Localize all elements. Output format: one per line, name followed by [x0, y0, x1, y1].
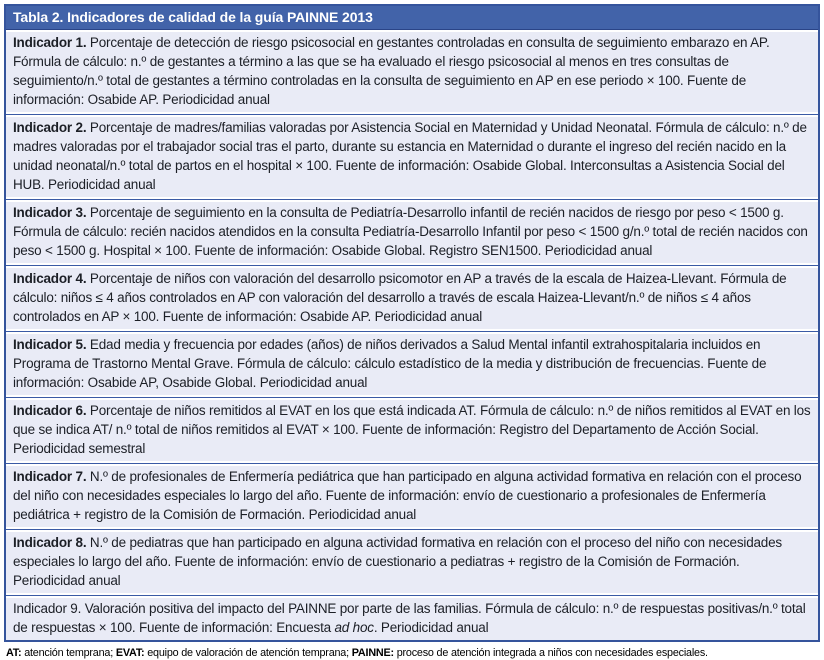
table-row-indicador-7: [6, 466, 818, 527]
row-divider: [6, 529, 818, 530]
row-divider: [6, 114, 818, 115]
row-text: Porcentaje de seguimiento en la consulta de Pediatría-Desarrollo infantil de recién nacidos de riesgo por peso < 1500 g. Fórmula de cálculo: recién nacidos atendidos en la consulta Pediatría-Desarrollo Infantil por peso < 1500 g/n.º total de recién nacidos con peso < 1500 g. Hospital × 100. Fuente de información: Osabide Global. Registro SEN1500. Periodicidad anual: [13, 205, 808, 258]
table-row-indicador-2: [6, 117, 818, 197]
row-divider: [6, 463, 818, 464]
row-divider: [6, 199, 818, 200]
row-text: . Periodicidad anual: [373, 620, 489, 635]
abbr-painne: PAINNE:: [351, 647, 394, 659]
abbr-painne-definition: proceso de atención integrada a niños con necesidades especiales.: [393, 647, 708, 659]
row-label: Indicador 7.: [13, 469, 87, 484]
table-row-indicador-1: [6, 32, 818, 112]
abbr-evat-definition: equipo de valoración de atención temprana;: [144, 647, 352, 659]
abbr-at: AT:: [6, 647, 22, 659]
table-row-indicador-4: [6, 268, 818, 329]
table-row-indicador-5: [6, 334, 818, 395]
row-text: Porcentaje de niños remitidos al EVAT en los que está indicada AT. Fórmula de cálculo: n.º de niños remitidos al EVAT en los que se indica AT/ n.º total de niños remitidos al EVAT × 100. Fuente de información: Registro del Departamento de Acción Social. Periodicidad semestral: [13, 403, 811, 456]
table-row-indicador-9: [6, 598, 818, 640]
row-divider: [6, 595, 818, 596]
row-text: N.º de profesionales de Enfermería pediátrica que han participado en alguna actividad formativa en relación con el proceso del niño con necesidades especiales lo largo del año. Fuente de información: envío de cuestionario a profesionales de Enfermería pediátrica + registro de la Comisión de Formación. Periodicidad anual: [13, 469, 802, 522]
row-text: Porcentaje de detección de riesgo psicosocial en gestantes controladas en consulta de seguimiento embarazo en AP. Fórmula de cálculo: n.º de gestantes a término a las que se ha evaluado el riesgo psicosocial al menos en tres consultas de seguimiento/n.º total de gestantes a término controladas en la consulta de seguimiento en AP en ese periodo × 100. Fuente de información: Osabide AP. Periodicidad anual: [13, 35, 770, 107]
row-text: Indicador 9. Valoración positiva del impacto del PAINNE por parte de las familias. Fórmula de cálculo: n.º de respuestas positivas/n.º total de respuestas × 100. Fuente de información: Encuesta: [13, 601, 806, 635]
row-label: Indicador 2.: [13, 120, 87, 135]
table-row-indicador-6: [6, 400, 818, 461]
row-text: Porcentaje de madres/familias valoradas por Asistencia Social en Maternidad y Unidad Neonatal. Fórmula de cálculo: n.º de madres valoradas por el trabajador social tras el parto, durante su estancia en Maternidad o durante el ingreso del recién nacido en la unidad neonatal/n.º total de partos en el hospital × 100. Fuente de información: Osabide Global. Interconsultas a Asistencia Social del HUB. Periodicidad anual: [13, 120, 807, 192]
row-label: Indicador 5.: [13, 337, 87, 352]
row-text: N.º de pediatras que han participado en alguna actividad formativa en relación con el proceso del niño con necesidades especiales lo largo del año. Fuente de información: envío de cuestionario a pediatras + registro de la Comisión de Formación. Periodicidad anual: [13, 535, 782, 588]
row-divider: [6, 397, 818, 398]
table-title-text: Indicadores de calidad de la guía PAINNE 2013: [63, 9, 373, 25]
table-number: Tabla 2.: [13, 9, 64, 25]
row-divider: [6, 265, 818, 266]
abbr-at-definition: atención temprana;: [21, 647, 116, 659]
abbr-evat: EVAT:: [115, 647, 145, 659]
table-title: [6, 6, 818, 30]
abbreviations-footnote: [6, 647, 818, 660]
quality-indicators-table: [4, 4, 820, 642]
row-label: Indicador 6.: [13, 403, 87, 418]
row-label: Indicador 1.: [13, 35, 87, 50]
row-divider: [6, 331, 818, 332]
row-label: Indicador 4.: [13, 271, 87, 286]
table-row-indicador-8: [6, 532, 818, 593]
row-label: Indicador 8.: [13, 535, 87, 550]
row-text-italic: ad hoc: [334, 620, 374, 635]
row-label: Indicador 3.: [13, 205, 87, 220]
row-text: Edad media y frecuencia por edades (años) de niños derivados a Salud Mental infantil extrahospitalaria incluidos en Programa de Trastorno Mental Grave. Fórmula de cálculo: cálculo estadístico de la media y distribución de frecuencias. Fuente de información: Osabide AP, Osabide Global. Periodicidad anual: [13, 337, 767, 390]
table-row-indicador-3: [6, 202, 818, 263]
row-text: Porcentaje de niños con valoración del desarrollo psicomotor en AP a través de la escala de Haizea-Llevant. Fórmula de cálculo: niños ≤ 4 años controlados en AP con valoración del desarrollo a través de escala Haizea-Llevant/n.º de niños ≤ 4 años controlados en AP × 100. Fuente de información: Osabide AP. Periodicidad anual: [13, 271, 787, 324]
